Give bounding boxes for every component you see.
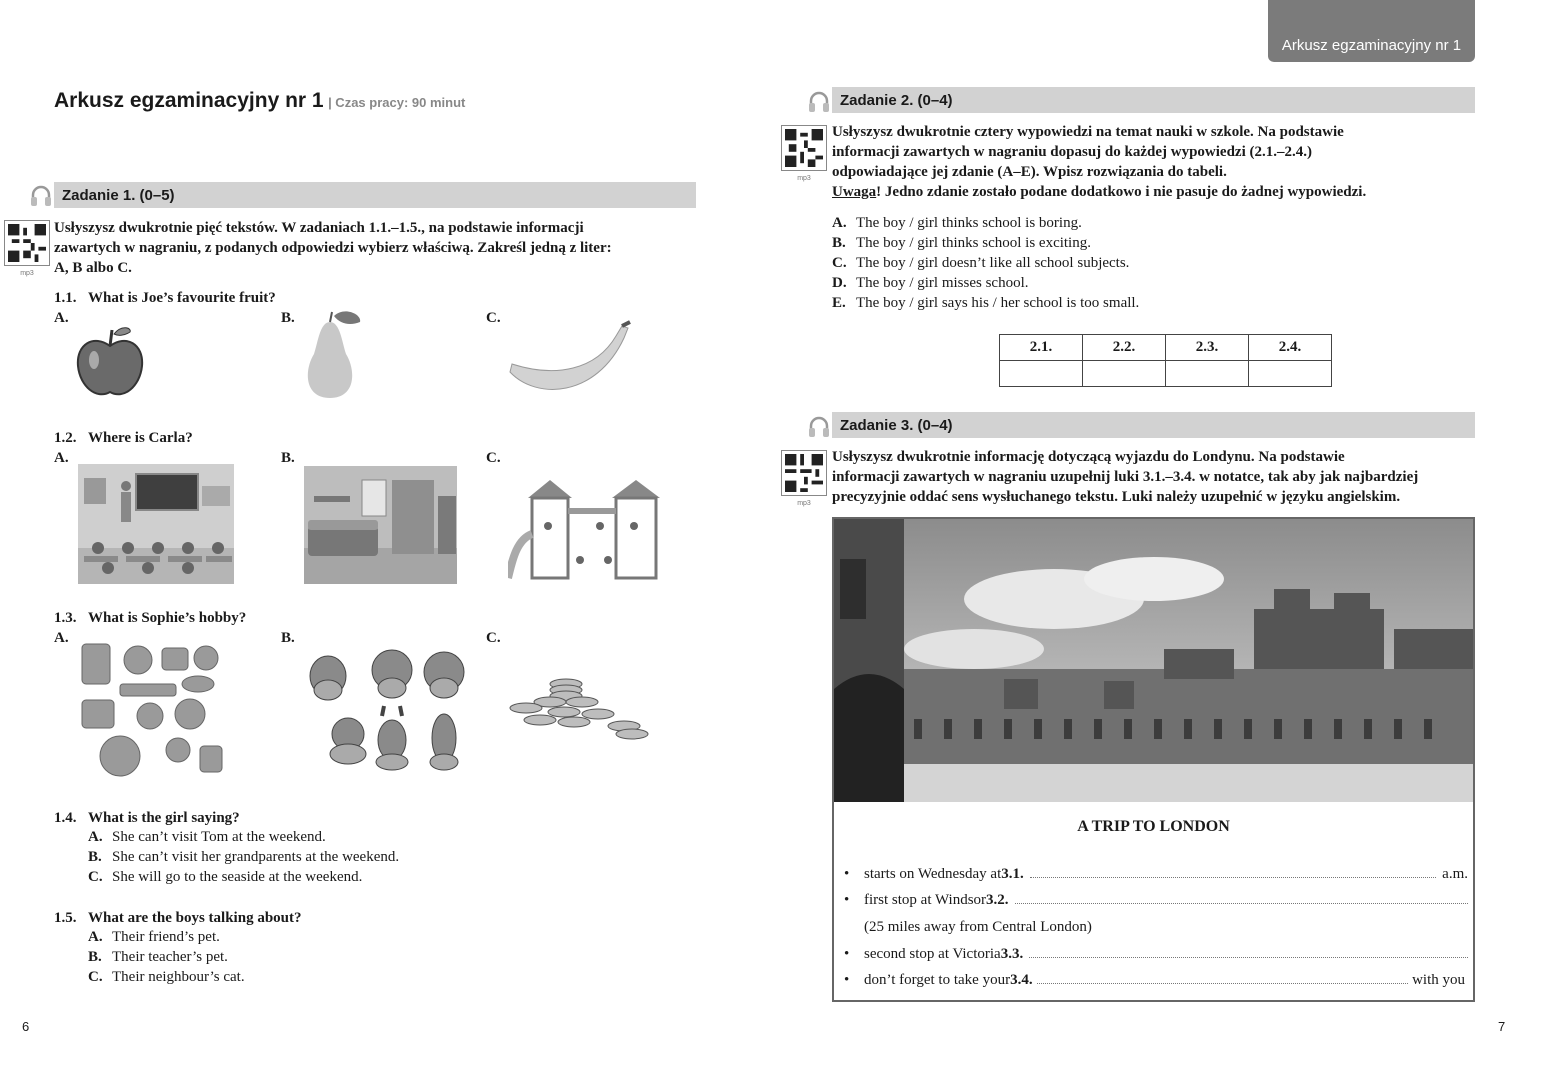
question-1-5 (54, 910, 694, 987)
task3-heading: Zadanie 3. (0–4) (832, 412, 1475, 438)
question-text: What is Sophie’s hobby? (88, 610, 247, 626)
option-a[interactable]: A. (54, 630, 69, 646)
option-letter: C. (832, 255, 847, 271)
option-letter: E. (832, 295, 846, 311)
option-text: She can’t visit Tom at the weekend. (112, 829, 326, 845)
gap-3-3-input[interactable] (1029, 957, 1468, 958)
task1-heading: Zadanie 1. (0–5) (54, 182, 696, 208)
note-text: don’t forget to take your (864, 972, 1011, 988)
option-letter: B. (832, 235, 846, 251)
playground-image (508, 474, 672, 582)
option-text: The boy / girl doesn’t like all school subjects. (856, 255, 1130, 271)
option-letter: C. (88, 869, 103, 885)
pear-image (300, 308, 366, 402)
option-letter: A. (832, 215, 847, 231)
instr-line: informacji zawartych w nagraniu dopasuj do każdej wypowiedzi (2.1.–2.4.) (832, 144, 1312, 160)
answer-header: 2.3. (1166, 335, 1249, 361)
mp3-label: mp3 (20, 270, 34, 277)
option-line (832, 213, 1472, 233)
page-title-sub: | Czas pracy: 90 minut (328, 95, 466, 110)
question-1-2 (54, 430, 193, 447)
gap-number: 3.4. (1010, 972, 1033, 988)
instr-line: zawartych w nagraniu, z podanych odpowiedzi wybierz właściwą. Zakreśl jedną z liter: (54, 240, 612, 256)
headphones-icon (30, 184, 52, 208)
bullet-icon: • (844, 972, 850, 988)
mp3-label: mp3 (797, 175, 811, 182)
answer-header: 2.4. (1249, 335, 1332, 361)
gap-number: 3.1. (1001, 866, 1024, 882)
answer-cell[interactable] (1166, 361, 1249, 387)
qr-code-task1[interactable] (4, 220, 50, 266)
bullet-icon: • (844, 866, 850, 882)
option-text: Their teacher’s pet. (112, 949, 228, 965)
option-a[interactable]: A. (54, 310, 69, 326)
question-number: 1.2. (54, 430, 77, 446)
option-letter: B. (88, 849, 102, 865)
task3-instructions (832, 447, 1482, 507)
instr-line: precyzyjnie oddać sens wysłuchanego tekstu. Luki należy uzupełnić w języku angielskim. (832, 489, 1401, 505)
question-text: What is Joe’s favourite fruit? (88, 290, 276, 306)
option-line (832, 233, 1472, 253)
instr-line: Usłyszysz dwukrotnie pięć tekstów. W zadaniach 1.1.–1.5., na podstawie informacji (54, 220, 584, 236)
option-line[interactable] (54, 867, 694, 887)
option-line[interactable] (54, 927, 694, 947)
question-1-3 (54, 610, 246, 627)
stickers-image (78, 642, 226, 778)
answer-cell[interactable] (1000, 361, 1083, 387)
option-b[interactable]: B. (281, 450, 295, 466)
option-line[interactable] (54, 827, 694, 847)
option-line[interactable] (54, 947, 694, 967)
option-line (832, 253, 1472, 273)
qr-code-task2[interactable] (781, 125, 827, 171)
question-1-1 (54, 290, 276, 307)
option-letter: B. (88, 949, 102, 965)
castle-photo (834, 519, 1473, 802)
coins-image (508, 676, 654, 744)
option-line (832, 293, 1472, 313)
gap-number: 3.2. (986, 892, 1009, 908)
note-item (844, 946, 1468, 963)
question-number: 1.4. (54, 810, 77, 826)
task2-options (832, 213, 1472, 313)
option-text: The boy / girl says his / her school is too small. (856, 295, 1140, 311)
gap-3-4-input[interactable] (1037, 983, 1408, 984)
option-letter: C. (88, 969, 103, 985)
bullet-icon: • (844, 892, 850, 908)
qr-code-task3[interactable] (781, 450, 827, 496)
gap-3-1-input[interactable] (1030, 877, 1436, 878)
bullet-icon: • (844, 946, 850, 962)
gap-3-2-input[interactable] (1015, 903, 1468, 904)
page-title (54, 89, 465, 113)
question-text: Where is Carla? (88, 430, 193, 446)
note-item (844, 892, 1468, 909)
question-number: 1.5. (54, 910, 77, 926)
uwaga-text: ! Jedno zdanie zostało podane dodatkowo i nie pasuje do żadnej wypowiedzi. (876, 184, 1367, 200)
answer-header: 2.2. (1083, 335, 1166, 361)
answer-header: 2.1. (1000, 335, 1083, 361)
page-title-main: Arkusz egzaminacyjny nr 1 (54, 89, 324, 112)
option-text: The boy / girl misses school. (856, 275, 1029, 291)
question-1-4 (54, 810, 694, 887)
note-item (844, 972, 1465, 989)
option-text: She will go to the seaside at the weekend. (112, 869, 363, 885)
apple-image (74, 324, 146, 400)
option-text: The boy / girl thinks school is exciting. (856, 235, 1091, 251)
gap-number: 3.3. (1000, 946, 1024, 962)
option-line[interactable] (54, 967, 694, 987)
option-text: The boy / girl thinks school is boring. (856, 215, 1082, 231)
note-text: starts on Wednesday at (864, 866, 1002, 882)
option-line (832, 273, 1472, 293)
banana-image (506, 320, 636, 400)
note-subtext: (25 miles away from Central London) (864, 919, 1092, 935)
page-number-right: 7 (1498, 1019, 1506, 1034)
option-text: Their friend’s pet. (112, 929, 220, 945)
instr-line: Usłyszysz dwukrotnie cztery wypowiedzi na temat nauki w szkole. Na podstawie (832, 124, 1344, 140)
task1-instructions (54, 218, 704, 278)
answer-table (999, 334, 1332, 387)
question-text: What are the boys talking about? (88, 910, 302, 926)
answer-cell[interactable] (1249, 361, 1332, 387)
option-letter: A. (88, 929, 103, 945)
instr-line (832, 182, 1482, 202)
answer-cell[interactable] (1083, 361, 1166, 387)
note-title: A TRIP TO LONDON (1077, 818, 1230, 835)
option-a[interactable]: A. (54, 450, 69, 466)
bedroom-image (304, 466, 457, 584)
question-text: What is the girl saying? (88, 810, 240, 826)
toys-image (304, 646, 476, 772)
headphones-icon (808, 90, 830, 114)
question-number: 1.3. (54, 610, 77, 626)
instr-line: informacji zawartych w nagraniu uzupełnij luki 3.1.–3.4. w notatce, tak aby jak najbardziej (832, 469, 1419, 485)
option-c[interactable]: C. (486, 630, 501, 646)
header-tag: Arkusz egzaminacyjny nr 1 (1268, 0, 1475, 62)
instr-line: odpowiadające jej zdanie (A–E). Wpisz rozwiązania do tabeli. (832, 164, 1227, 180)
headphones-icon (808, 415, 830, 439)
option-line[interactable] (54, 847, 694, 867)
option-letter: A. (88, 829, 103, 845)
note-text: with you (1412, 972, 1465, 988)
instr-line: A, B albo C. (54, 260, 132, 276)
task2-instructions (832, 122, 1482, 202)
option-b[interactable]: B. (281, 630, 295, 646)
mp3-label: mp3 (797, 500, 811, 507)
option-b[interactable]: B. (281, 310, 295, 326)
note-text: second stop at Victoria (864, 946, 1001, 962)
classroom-image (78, 464, 234, 584)
page-number-left: 6 (22, 1019, 30, 1034)
option-letter: D. (832, 275, 847, 291)
option-c[interactable]: C. (486, 450, 501, 466)
note-item (844, 866, 1468, 883)
uwaga-label: Uwaga (832, 184, 877, 200)
option-text: Their neighbour’s cat. (112, 969, 245, 985)
option-text: She can’t visit her grandparents at the weekend. (112, 849, 400, 865)
question-number: 1.1. (54, 290, 77, 306)
option-c[interactable]: C. (486, 310, 501, 326)
note-text: a.m. (1442, 866, 1468, 882)
task2-heading: Zadanie 2. (0–4) (832, 87, 1475, 113)
note-text: first stop at Windsor (864, 892, 987, 908)
instr-line: Usłyszysz dwukrotnie informację dotyczącą wyjazdu do Londynu. Na podstawie (832, 449, 1345, 465)
